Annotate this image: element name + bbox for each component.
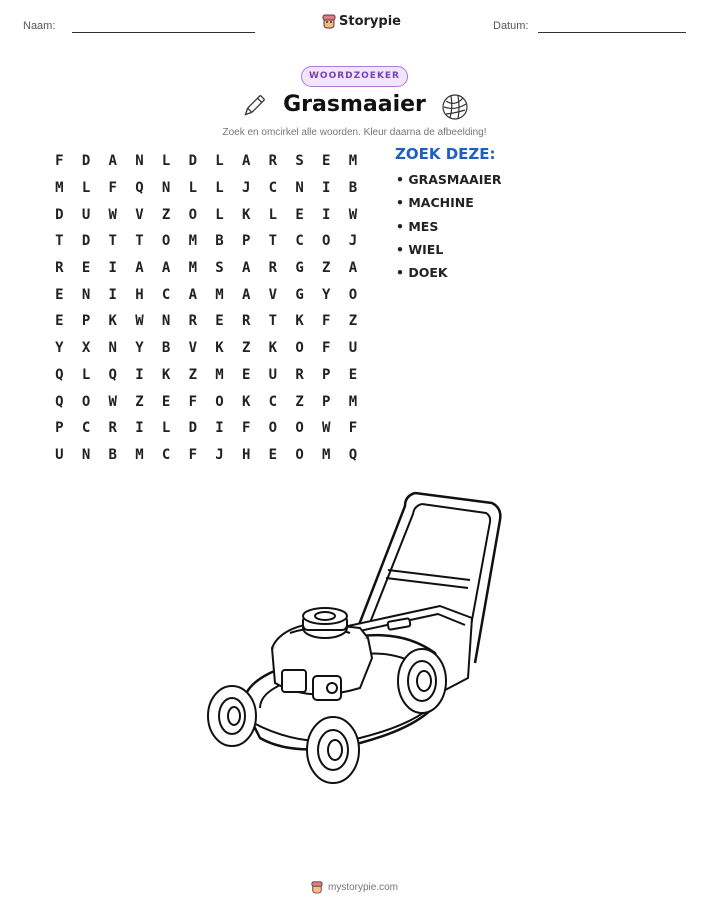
word-list-item: • DOEK bbox=[396, 265, 448, 281]
grid-letter[interactable]: E bbox=[295, 206, 304, 223]
grid-letter[interactable]: M bbox=[215, 366, 224, 383]
grid-letter[interactable]: C bbox=[161, 446, 171, 463]
grid-letter[interactable]: M bbox=[135, 446, 144, 463]
grid-letter[interactable]: Y bbox=[135, 340, 144, 357]
grid-letter[interactable]: S bbox=[215, 260, 224, 277]
page-title: Grasmaaier bbox=[283, 92, 426, 117]
grid-letter[interactable]: W bbox=[135, 313, 144, 330]
grid-letter[interactable]: M bbox=[348, 153, 358, 170]
grid-letter[interactable]: J bbox=[241, 180, 251, 197]
grid-letter[interactable]: A bbox=[241, 153, 251, 170]
word-list-item: • GRASMAAIER bbox=[396, 172, 502, 187]
instructions: Zoek en omcirkel alle woorden. Kleur daarna de afbeelding! bbox=[222, 127, 487, 138]
grid-letter[interactable]: R bbox=[241, 313, 251, 330]
grid-letter[interactable]: W bbox=[348, 206, 358, 223]
grid-letter[interactable]: V bbox=[135, 206, 144, 223]
grid-row bbox=[46, 442, 366, 469]
grid-letter[interactable]: O bbox=[348, 286, 358, 303]
grid-letter[interactable]: M bbox=[322, 446, 331, 463]
grid-letter[interactable]: L bbox=[81, 180, 91, 197]
grid-letter[interactable]: O bbox=[295, 420, 304, 437]
grid-letter[interactable]: E bbox=[348, 366, 358, 383]
grid-letter[interactable]: K bbox=[241, 393, 251, 410]
grid-letter[interactable]: T bbox=[268, 313, 278, 330]
grid-row bbox=[46, 388, 366, 415]
grid-row bbox=[46, 175, 366, 202]
grid-letter[interactable]: F bbox=[241, 420, 251, 437]
grid-letter[interactable]: A bbox=[108, 153, 117, 170]
grid-letter[interactable]: G bbox=[295, 260, 304, 277]
grid-letter[interactable]: E bbox=[322, 153, 331, 170]
grid-letter[interactable]: Z bbox=[241, 340, 251, 357]
grid-letter[interactable]: E bbox=[55, 286, 64, 303]
grid-letter[interactable]: C bbox=[81, 420, 91, 437]
grid-letter[interactable]: F bbox=[348, 420, 358, 437]
grid-letter[interactable]: D bbox=[188, 153, 197, 170]
grid-letter[interactable]: I bbox=[135, 366, 144, 383]
grid-letter[interactable]: O bbox=[322, 233, 331, 250]
grid-letter[interactable]: N bbox=[81, 286, 91, 303]
grid-letter[interactable]: R bbox=[188, 313, 197, 330]
grid-letter[interactable]: I bbox=[322, 180, 331, 197]
name-label: Naam: bbox=[23, 20, 56, 32]
grid-letter[interactable]: L bbox=[188, 180, 197, 197]
word-list-title: ZOEK DEZE: bbox=[395, 145, 496, 163]
grid-letter[interactable]: B bbox=[161, 340, 171, 357]
grid-letter[interactable]: Z bbox=[188, 366, 197, 383]
word-list bbox=[396, 172, 502, 288]
grid-letter[interactable]: L bbox=[81, 366, 91, 383]
storypie-logo-icon bbox=[311, 880, 323, 894]
grid-letter[interactable]: J bbox=[215, 446, 224, 463]
grid-letter[interactable]: L bbox=[161, 153, 171, 170]
grid-letter[interactable]: O bbox=[188, 206, 197, 223]
grid-letter[interactable]: U bbox=[81, 206, 91, 223]
grid-letter[interactable]: K bbox=[241, 206, 251, 223]
grid-letter[interactable]: C bbox=[268, 180, 278, 197]
grid-letter[interactable]: N bbox=[295, 180, 304, 197]
grid-letter[interactable]: G bbox=[295, 286, 304, 303]
grid-letter[interactable]: O bbox=[161, 233, 171, 250]
grid-letter[interactable]: K bbox=[268, 340, 278, 357]
grid-letter[interactable]: V bbox=[268, 286, 278, 303]
word-list-item: • MACHINE bbox=[396, 195, 474, 211]
grid-letter[interactable]: F bbox=[188, 393, 197, 410]
grid-letter[interactable]: L bbox=[215, 180, 224, 197]
grid-letter[interactable]: F bbox=[322, 340, 331, 357]
grid-letter[interactable]: L bbox=[268, 206, 278, 223]
grid-letter[interactable]: Z bbox=[348, 313, 358, 330]
grid-letter[interactable]: V bbox=[188, 340, 197, 357]
grid-letter[interactable]: L bbox=[215, 153, 224, 170]
grid-letter[interactable]: N bbox=[135, 153, 144, 170]
lawn-mower-illustration bbox=[200, 488, 510, 793]
grid-letter[interactable]: U bbox=[268, 366, 278, 383]
footer-url[interactable]: mystorypie.com bbox=[327, 881, 398, 893]
yarn-ball-icon bbox=[441, 93, 469, 121]
grid-letter[interactable]: C bbox=[268, 393, 278, 410]
grid-letter[interactable]: N bbox=[161, 180, 171, 197]
grid-letter[interactable]: A bbox=[135, 260, 144, 277]
grid-letter[interactable]: K bbox=[161, 366, 171, 383]
grid-letter[interactable]: B bbox=[348, 180, 358, 197]
grid-row bbox=[46, 308, 366, 335]
grid-letter[interactable]: C bbox=[295, 233, 304, 250]
grid-letter[interactable]: Q bbox=[348, 446, 358, 463]
grid-letter[interactable]: Z bbox=[322, 260, 331, 277]
grid-letter[interactable]: M bbox=[348, 393, 358, 410]
word-search-grid[interactable] bbox=[46, 148, 366, 468]
grid-letter[interactable]: H bbox=[135, 286, 144, 303]
storypie-logo-icon bbox=[322, 13, 336, 29]
grid-letter[interactable]: Z bbox=[135, 393, 144, 410]
grid-row bbox=[46, 228, 366, 255]
grid-letter[interactable]: R bbox=[55, 260, 64, 277]
grid-letter[interactable]: X bbox=[81, 340, 91, 357]
grid-letter[interactable]: K bbox=[215, 340, 224, 357]
grid-letter[interactable]: L bbox=[215, 206, 224, 223]
grid-letter[interactable]: E bbox=[268, 446, 278, 463]
grid-letter[interactable]: J bbox=[348, 233, 358, 250]
name-line[interactable] bbox=[72, 32, 255, 33]
grid-letter[interactable]: E bbox=[55, 313, 64, 330]
grid-letter[interactable]: F bbox=[108, 180, 117, 197]
grid-letter[interactable]: F bbox=[188, 446, 197, 463]
grid-letter[interactable]: A bbox=[241, 260, 251, 277]
brand-name: Storypie bbox=[339, 13, 401, 29]
grid-row bbox=[46, 255, 366, 282]
grid-letter[interactable]: O bbox=[215, 393, 224, 410]
grid-letter[interactable]: H bbox=[241, 446, 251, 463]
grid-letter[interactable]: P bbox=[322, 393, 331, 410]
grid-letter[interactable]: Z bbox=[295, 393, 304, 410]
grid-letter[interactable]: M bbox=[215, 286, 224, 303]
grid-letter[interactable]: D bbox=[81, 233, 91, 250]
grid-row bbox=[46, 415, 366, 442]
grid-letter[interactable]: A bbox=[161, 260, 171, 277]
grid-letter[interactable]: I bbox=[322, 206, 331, 223]
grid-letter[interactable]: E bbox=[215, 313, 224, 330]
grid-letter[interactable]: F bbox=[55, 153, 64, 170]
grid-letter[interactable]: W bbox=[108, 206, 117, 223]
grid-letter[interactable]: T bbox=[55, 233, 64, 250]
grid-row bbox=[46, 201, 366, 228]
grid-letter[interactable]: U bbox=[348, 340, 358, 357]
grid-letter[interactable]: K bbox=[295, 313, 304, 330]
grid-letter[interactable]: A bbox=[241, 286, 251, 303]
grid-letter[interactable]: N bbox=[108, 340, 117, 357]
grid-letter[interactable]: T bbox=[108, 233, 117, 250]
grid-row bbox=[46, 335, 366, 362]
grid-letter[interactable]: I bbox=[215, 420, 224, 437]
grid-letter[interactable]: Y bbox=[322, 286, 331, 303]
grid-letter[interactable]: N bbox=[161, 313, 171, 330]
grid-letter[interactable]: F bbox=[322, 313, 331, 330]
grid-letter[interactable]: T bbox=[268, 233, 278, 250]
grid-letter[interactable]: P bbox=[322, 366, 331, 383]
grid-letter[interactable]: D bbox=[188, 420, 197, 437]
grid-letter[interactable]: M bbox=[188, 233, 197, 250]
grid-letter[interactable]: M bbox=[55, 180, 64, 197]
grid-row bbox=[46, 362, 366, 389]
grid-letter[interactable]: K bbox=[108, 313, 117, 330]
grid-letter[interactable]: S bbox=[295, 153, 304, 170]
grid-letter[interactable]: O bbox=[268, 420, 278, 437]
grid-letter[interactable]: W bbox=[322, 420, 331, 437]
grid-letter[interactable]: O bbox=[295, 340, 304, 357]
grid-letter[interactable]: I bbox=[108, 260, 117, 277]
grid-letter[interactable]: O bbox=[81, 393, 91, 410]
grid-letter[interactable]: O bbox=[295, 446, 304, 463]
grid-letter[interactable]: Q bbox=[135, 180, 144, 197]
grid-letter[interactable]: A bbox=[348, 260, 358, 277]
grid-letter[interactable]: Z bbox=[161, 206, 171, 223]
grid-letter[interactable]: R bbox=[268, 153, 278, 170]
worksheet-type-badge: WOORDZOEKER bbox=[301, 66, 408, 87]
grid-letter[interactable]: Q bbox=[108, 366, 117, 383]
grid-letter[interactable]: C bbox=[161, 286, 171, 303]
grid-letter[interactable]: Q bbox=[55, 393, 64, 410]
grid-letter[interactable]: B bbox=[215, 233, 224, 250]
date-label: Datum: bbox=[493, 20, 529, 32]
grid-letter[interactable]: A bbox=[188, 286, 197, 303]
grid-letter[interactable]: W bbox=[108, 393, 117, 410]
grid-letter[interactable]: E bbox=[161, 393, 171, 410]
grid-letter[interactable]: E bbox=[241, 366, 251, 383]
grid-letter[interactable]: E bbox=[81, 260, 91, 277]
brand-logo bbox=[322, 13, 401, 29]
date-line[interactable] bbox=[538, 32, 686, 33]
word-list-item: • WIEL bbox=[396, 241, 444, 257]
grid-letter[interactable]: L bbox=[161, 420, 171, 437]
grid-letter[interactable]: D bbox=[81, 153, 91, 170]
grid-letter[interactable]: R bbox=[268, 260, 278, 277]
word-list-item: • MES bbox=[396, 218, 439, 234]
grid-letter[interactable]: Y bbox=[55, 340, 64, 357]
grid-letter[interactable]: R bbox=[108, 420, 117, 437]
grid-row bbox=[46, 281, 366, 308]
grid-letter[interactable]: U bbox=[55, 446, 64, 463]
grid-letter[interactable]: R bbox=[295, 366, 304, 383]
footer bbox=[0, 880, 709, 894]
grid-letter[interactable]: P bbox=[81, 313, 91, 330]
grid-letter[interactable]: T bbox=[135, 233, 144, 250]
grid-letter[interactable]: D bbox=[55, 206, 64, 223]
grid-letter[interactable]: P bbox=[241, 233, 251, 250]
grid-letter[interactable]: N bbox=[81, 446, 91, 463]
grid-letter[interactable]: I bbox=[135, 420, 144, 437]
grid-letter[interactable]: B bbox=[108, 446, 117, 463]
grid-letter[interactable]: I bbox=[108, 286, 117, 303]
grid-letter[interactable]: Q bbox=[55, 366, 64, 383]
grid-row bbox=[46, 148, 366, 175]
grid-letter[interactable]: P bbox=[55, 420, 64, 437]
grid-letter[interactable]: M bbox=[188, 260, 197, 277]
